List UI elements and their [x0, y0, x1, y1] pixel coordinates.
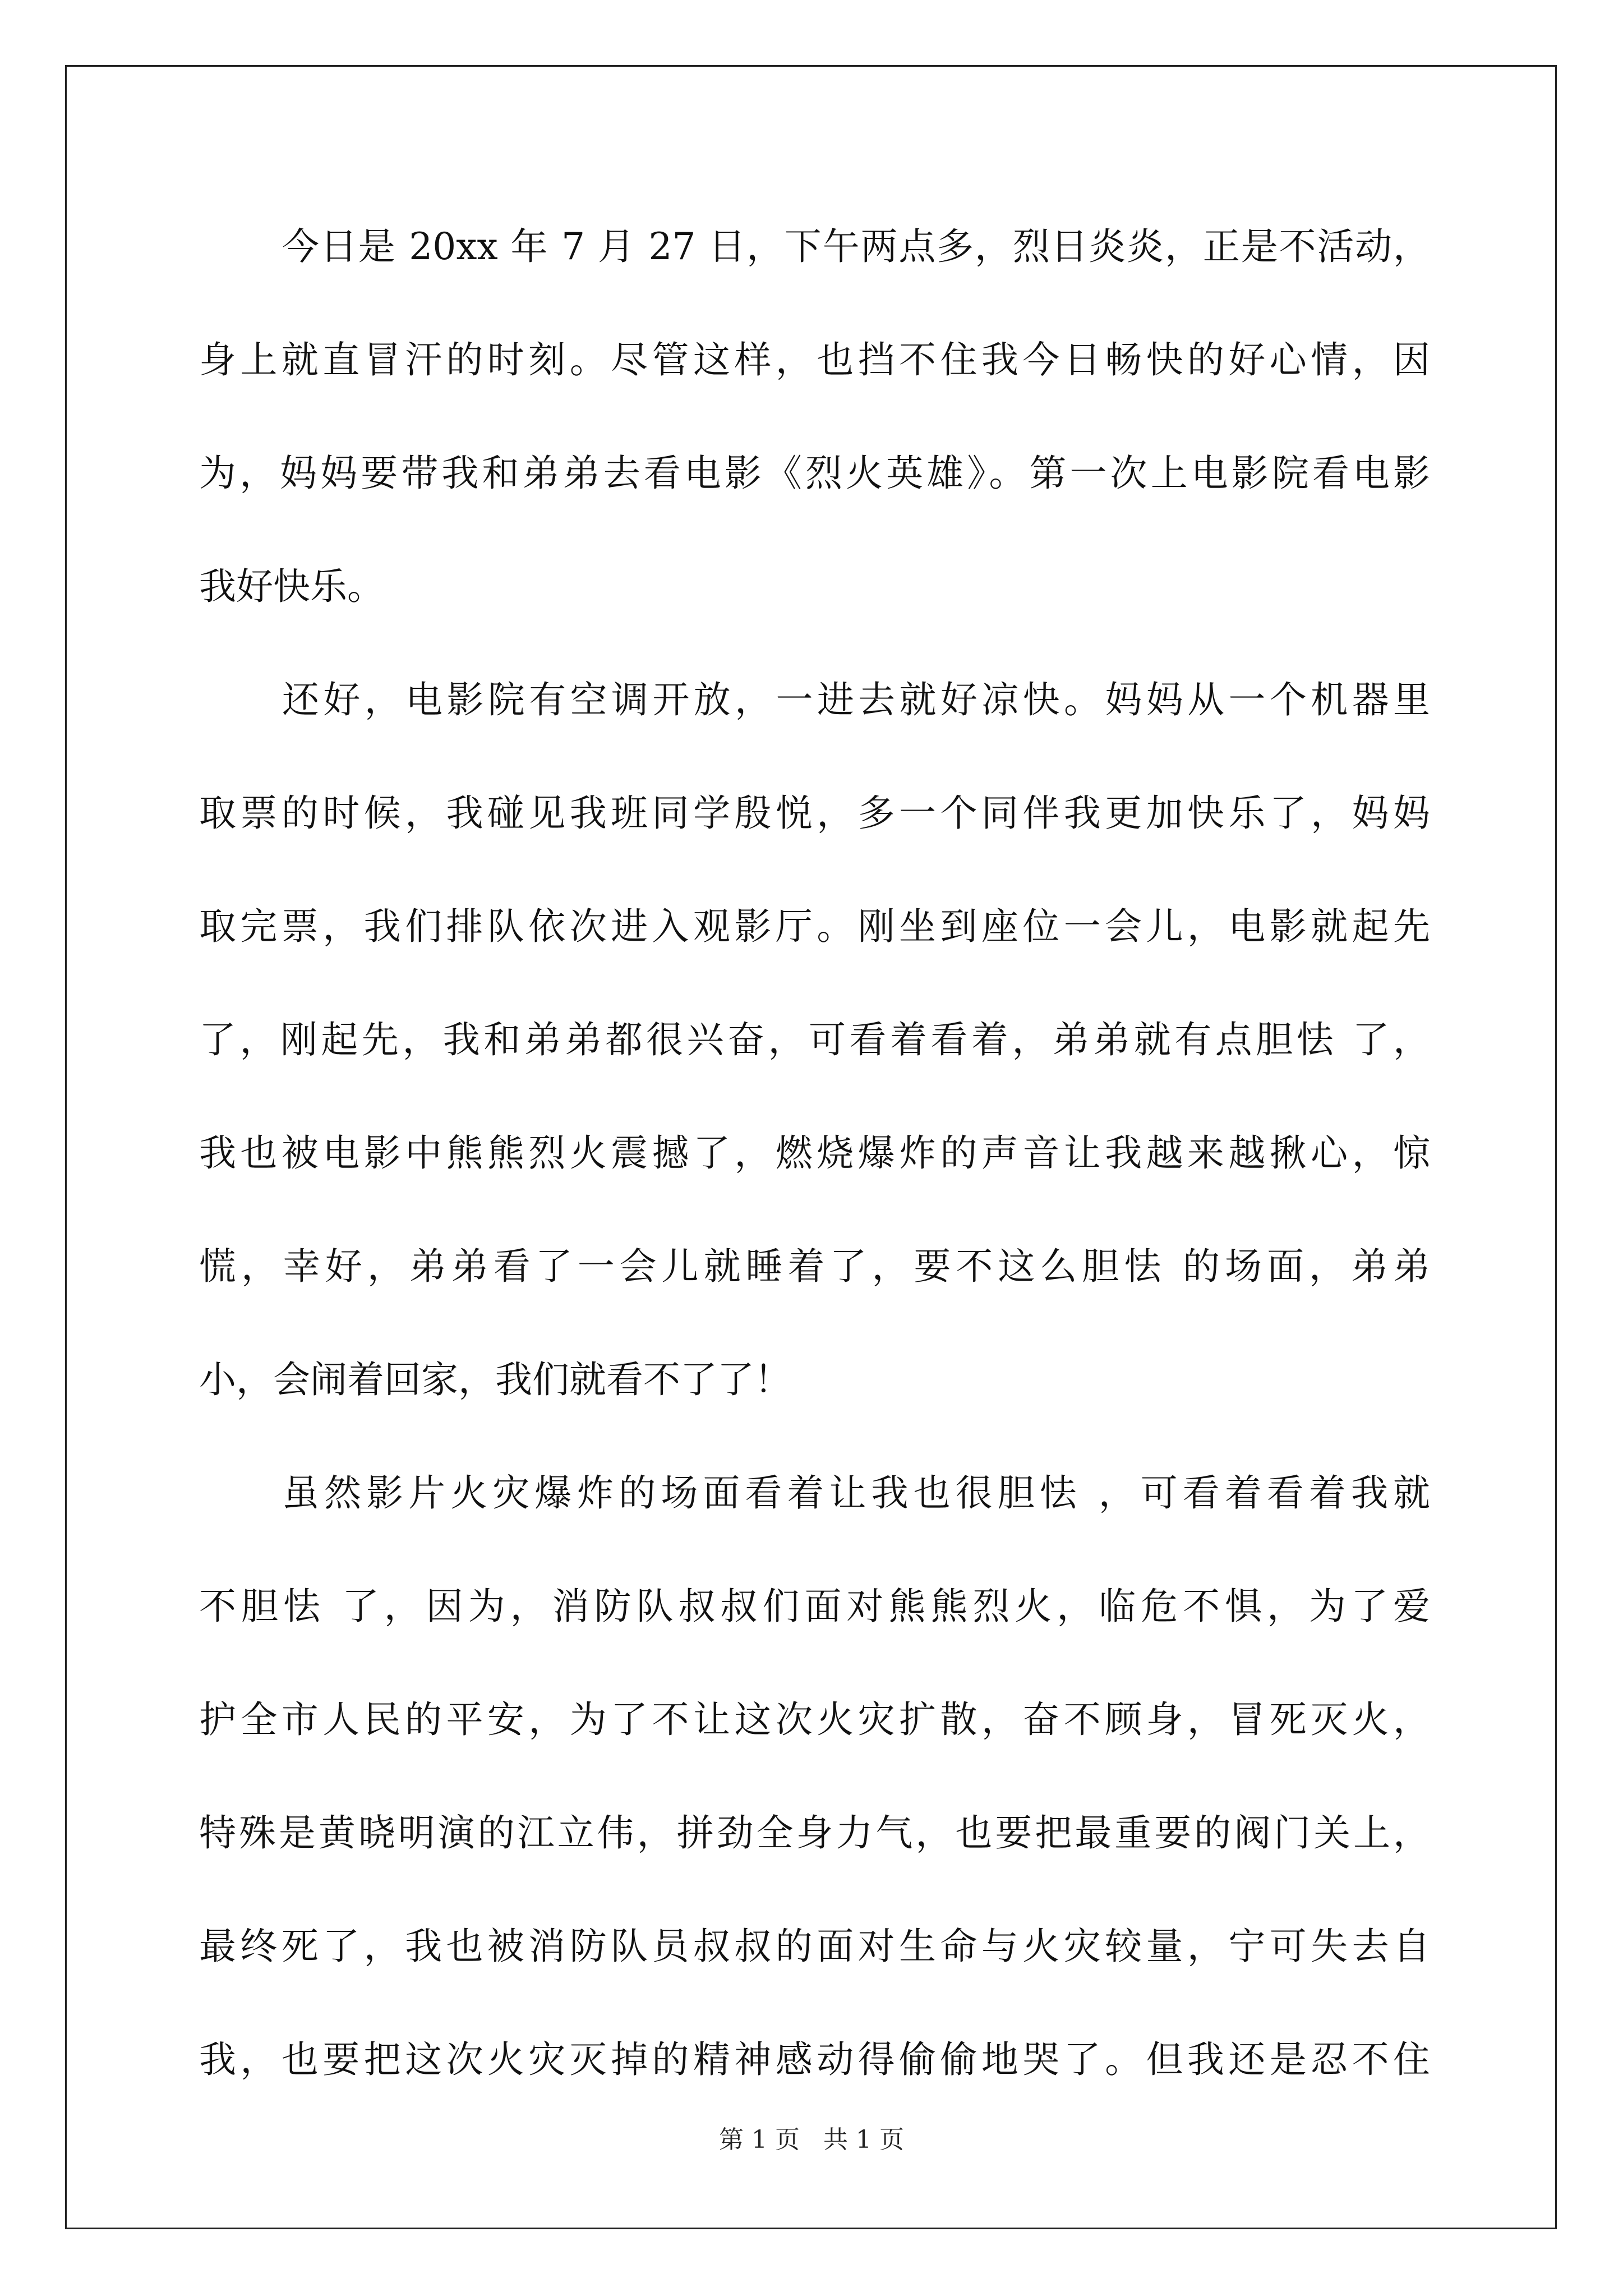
paragraph-3-line-5: 最终死了，我也被消防队员叔叔的面对生命与火灾较量，宁可失去自: [199, 1925, 1430, 1968]
paragraph-1-line-3: 为，妈妈要带我和弟弟去看电影《烈火英雄》。第一次上电影院看电影: [199, 452, 1430, 495]
paragraph-1-line-2: 身上就直冒汗的时刻。尽管这样，也挡不住我今日畅快的好心情，因: [199, 338, 1430, 381]
page-number-total: 共 1 页: [823, 2125, 904, 2154]
paragraph-2-line-6: 慌，幸好，弟弟看了一会儿就睡着了，要不这么胆怯 的场面，弟弟: [199, 1245, 1430, 1288]
paragraph-2-line-5: 我也被电影中熊熊烈火震撼了，燃烧爆炸的声音让我越来越揪心，惊: [199, 1131, 1430, 1175]
page-number-current: 第 1 页: [719, 2125, 800, 2154]
paragraph-2-line-2: 取票的时候，我碰见我班同学殷悦，多一个同伴我更加快乐了，妈妈: [199, 792, 1430, 835]
paragraph-2-line-1: 还好，电影院有空调开放，一进去就好凉快。妈妈从一个机器里: [282, 678, 1430, 721]
paragraph-3-line-4: 特殊是黄晓明演的江立伟，拼劲全身力气，也要把最重要的阀门关上，: [199, 1811, 1430, 1855]
paragraph-3-line-2: 不胆怯 了，因为，消防队叔叔们面对熊熊烈火，临危不惧，为了爱: [199, 1585, 1430, 1628]
paragraph-3-line-1: 虽然影片火灾爆炸的场面看着让我也很胆怯 ，可看着看着我就: [282, 1471, 1430, 1515]
paragraph-1-line-1: 今日是 20xx 年 7 月 27 日，下午两点多，烈日炎炎，正是不活动，: [282, 225, 1430, 268]
page-footer: [0, 2123, 1623, 2157]
paragraph-2-line-7: 小，会闹着回家，我们就看不了了！: [199, 1358, 791, 1401]
paragraph-1-line-4: 我好快乐。: [199, 565, 384, 608]
paragraph-2-line-3: 取完票，我们排队依次进入观影厅。刚坐到座位一会儿，电影就起先: [199, 905, 1430, 948]
paragraph-3-line-3: 护全市人民的平安，为了不让这次火灾扩散，奋不顾身，冒死灭火，: [199, 1698, 1430, 1741]
paragraph-3-line-6: 我，也要把这次火灾灭掉的精神感动得偷偷地哭了。但我还是忍不住: [199, 2038, 1430, 2081]
paragraph-2-line-4: 了，刚起先，我和弟弟都很兴奋，可看着看着，弟弟就有点胆怯 了，: [199, 1018, 1430, 1061]
